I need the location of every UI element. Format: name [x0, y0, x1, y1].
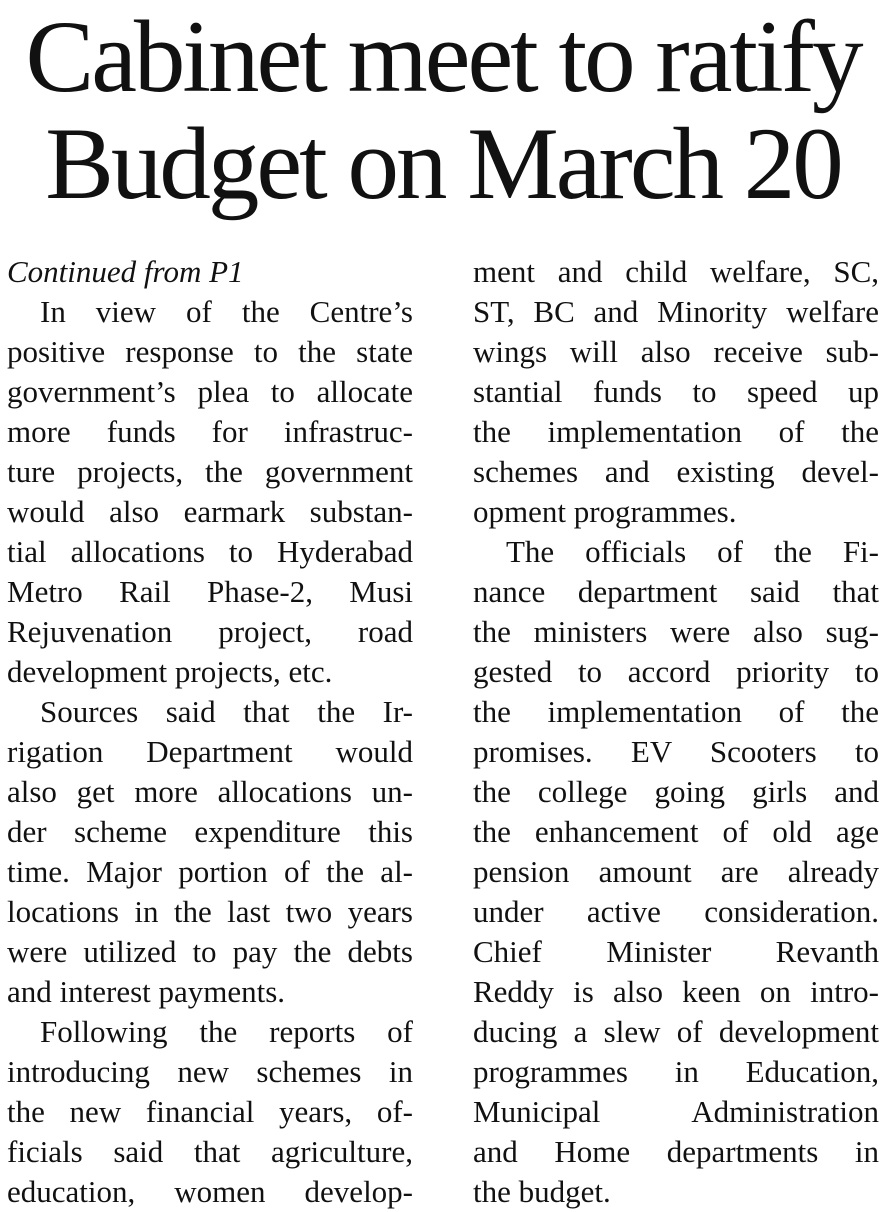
body-line: opment programmes.: [473, 494, 737, 529]
body-line: programmes in Education,: [473, 1054, 879, 1089]
article-column-left: [7, 252, 413, 1212]
body-line: stantial funds to speed up: [473, 374, 879, 409]
body-line: ST, BC and Minority welfare: [473, 294, 879, 329]
body-line: promises. EV Scooters to: [473, 734, 879, 769]
body-line: wings will also receive sub-: [473, 334, 879, 369]
body-line: education, women develop-: [7, 1174, 413, 1209]
body-line: the implementation of the: [473, 694, 879, 729]
body-line: development projects, etc.: [7, 654, 333, 689]
body-line: the ministers were also sug-: [473, 614, 879, 649]
body-line: locations in the last two years: [7, 894, 413, 929]
body-line: ficials said that agriculture,: [7, 1134, 413, 1169]
continued-from-label: Continued from P1: [7, 254, 244, 289]
body-line: gested to accord priority to: [473, 654, 879, 689]
body-line: ment and child welfare, SC,: [473, 254, 879, 289]
body-line: nance department said that: [473, 574, 879, 609]
headline-line-2: Budget on March 20: [45, 107, 841, 221]
body-line: ture projects, the government: [7, 454, 413, 489]
body-line: time. Major portion of the al-: [7, 854, 413, 889]
article-column-right: [473, 252, 879, 1212]
body-line: Metro Rail Phase-2, Musi: [7, 574, 413, 609]
body-line: were utilized to pay the debts: [7, 934, 413, 969]
body-line: ducing a slew of development: [473, 1014, 879, 1049]
body-line: der scheme expenditure this: [7, 814, 413, 849]
body-line: and Home departments in: [473, 1134, 879, 1169]
body-line: rigation Department would: [7, 734, 413, 769]
body-line: would also earmark substan-: [7, 494, 413, 529]
body-line: schemes and existing devel-: [473, 454, 879, 489]
body-line: Sources said that the Ir-: [40, 694, 413, 729]
body-line: the enhancement of old age: [473, 814, 879, 849]
headline-line-1: Cabinet meet to ratify: [25, 0, 861, 114]
body-line: Chief Minister Revanth: [473, 934, 879, 969]
body-line: under active consideration.: [473, 894, 879, 929]
headline: [0, 0, 886, 221]
body-line: more funds for infrastruc-: [7, 414, 413, 449]
body-line: positive response to the state: [7, 334, 413, 369]
body-line: Following the reports of: [40, 1014, 413, 1049]
body-line: government’s plea to allocate: [7, 374, 413, 409]
body-line: the college going girls and: [473, 774, 879, 809]
body-line: The officials of the Fi-: [506, 534, 879, 569]
body-line: the budget.: [473, 1174, 611, 1209]
body-line: Reddy is also keen on intro-: [473, 974, 879, 1009]
body-line: pension amount are already: [473, 854, 879, 889]
body-line: the new financial years, of-: [7, 1094, 413, 1129]
body-line: the implementation of the: [473, 414, 879, 449]
body-line: In view of the Centre’s: [40, 294, 413, 329]
body-line: introducing new schemes in: [7, 1054, 413, 1089]
body-line: tial allocations to Hyderabad: [7, 534, 413, 569]
body-line: Municipal Administration: [473, 1094, 879, 1129]
body-line: and interest payments.: [7, 974, 286, 1009]
body-line: Rejuvenation project, road: [7, 614, 413, 649]
body-line: also get more allocations un-: [7, 774, 413, 809]
